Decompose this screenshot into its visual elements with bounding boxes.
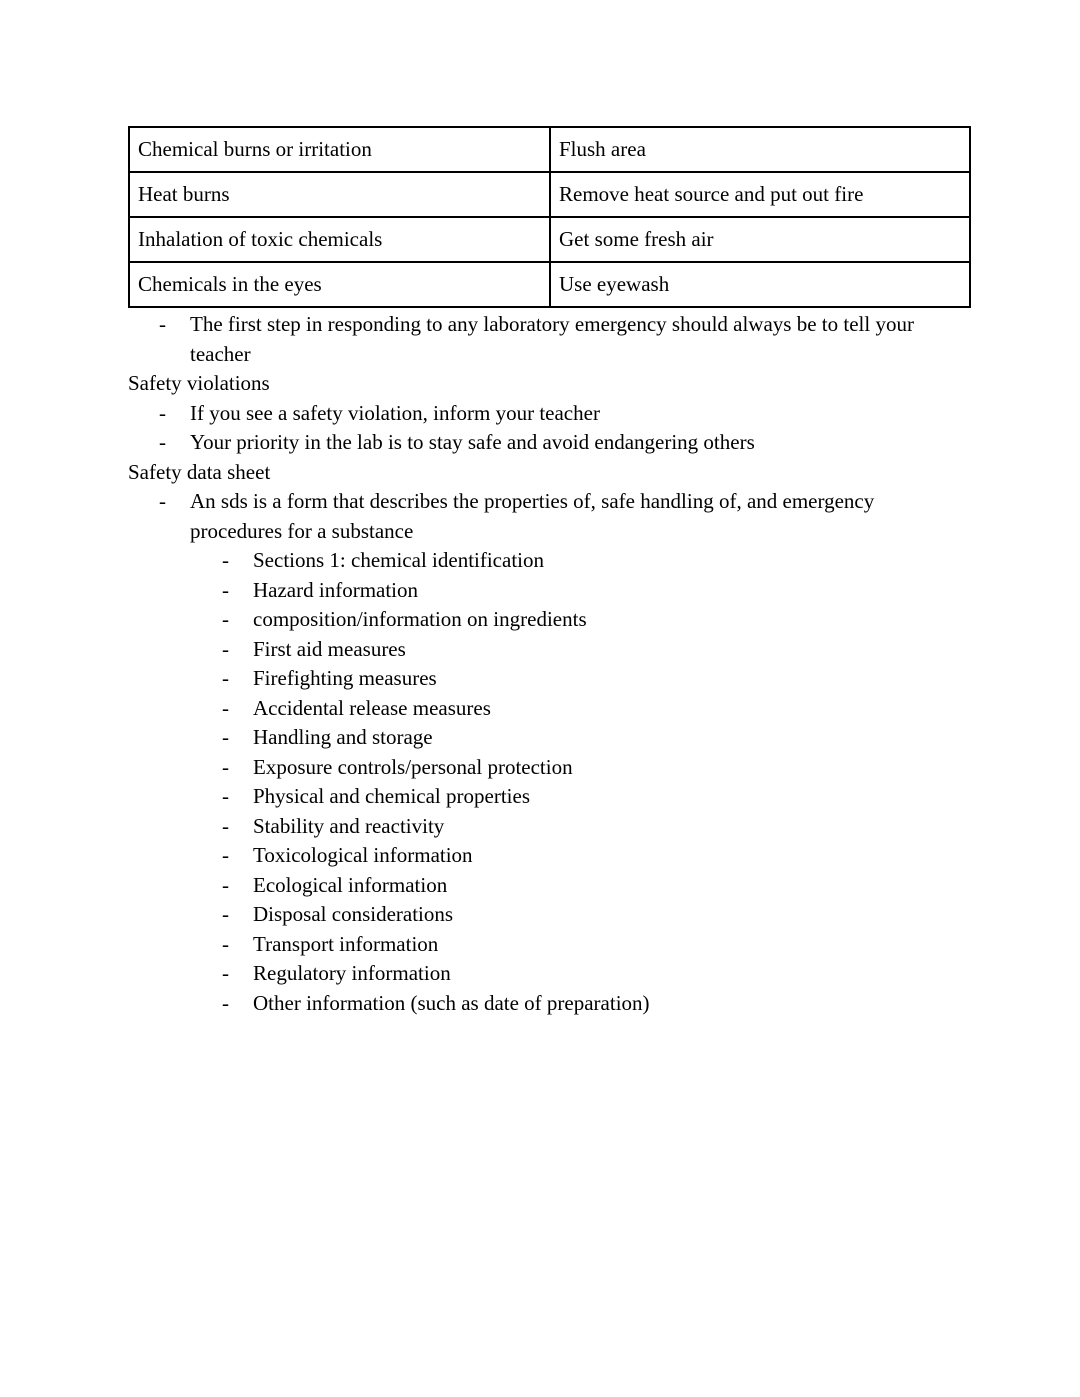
dash-bullet: - (222, 784, 229, 808)
list-item-text: Regulatory information (253, 961, 451, 985)
list-item (128, 753, 953, 783)
dash-bullet: - (222, 636, 229, 661)
list-item-text: First aid measures (253, 636, 406, 661)
dash-bullet: - (222, 990, 229, 1015)
dash-bullet: - (159, 489, 166, 513)
list-item (128, 487, 953, 546)
list-item-text: Other information (such as date of preparation) (253, 990, 650, 1015)
list-item (128, 782, 953, 812)
list-item (128, 310, 953, 369)
dash-bullet: - (222, 607, 229, 631)
dash-bullet: - (222, 695, 229, 720)
list-item (128, 664, 953, 694)
table-row (129, 262, 970, 307)
section-heading: Safety data sheet (128, 459, 271, 484)
list-item (128, 576, 953, 606)
dash-bullet: - (222, 843, 229, 867)
response-cell: Flush area (550, 127, 970, 172)
list-item-text: An sds is a form that describes the properties of, safe handling of, and emergency procedures for a substance (190, 489, 875, 543)
list-item (128, 930, 953, 960)
list-item (128, 635, 953, 665)
list-item (128, 900, 953, 930)
list-item-text: Exposure controls/personal protection (253, 754, 573, 779)
list-item (128, 871, 953, 901)
list-item (128, 399, 953, 429)
list-item-text: Firefighting measures (253, 666, 437, 690)
list-item (128, 605, 953, 635)
list-item-text: Ecological information (253, 872, 448, 897)
list-item-text: Transport information (253, 931, 439, 956)
dash-bullet: - (222, 577, 229, 602)
hazard-cell: Chemical burns or irritation (129, 127, 550, 172)
list-item (128, 694, 953, 724)
hazard-cell: Inhalation of toxic chemicals (129, 217, 550, 262)
list-item-text: Disposal considerations (253, 902, 454, 926)
document-page (128, 126, 953, 1018)
dash-bullet: - (159, 400, 166, 425)
list-item (128, 546, 953, 576)
table-row (129, 127, 970, 172)
dash-bullet: - (159, 312, 166, 336)
list-item (128, 723, 953, 753)
hazard-cell: Chemicals in the eyes (129, 262, 550, 307)
dash-bullet: - (159, 430, 166, 454)
hazard-cell: Heat burns (129, 172, 550, 217)
dash-bullet: - (222, 931, 229, 956)
section-heading: Safety violations (128, 371, 270, 395)
notes-content (128, 310, 953, 1018)
list-item (128, 989, 953, 1019)
response-cell: Use eyewash (550, 262, 970, 307)
table-row (129, 217, 970, 262)
list-item-text: The first step in responding to any laboratory emergency should always be to tell your teacher (190, 312, 914, 366)
list-item (128, 812, 953, 842)
response-cell: Get some fresh air (550, 217, 970, 262)
response-cell: Remove heat source and put out fire (550, 172, 970, 217)
list-item (128, 959, 953, 989)
list-item-text: Handling and storage (253, 725, 433, 749)
dash-bullet: - (222, 754, 229, 779)
dash-bullet: - (222, 902, 229, 926)
dash-bullet: - (222, 725, 229, 749)
dash-bullet: - (222, 813, 229, 838)
dash-bullet: - (222, 961, 229, 985)
list-item-text: Accidental release measures (253, 695, 491, 720)
list-item-text: Stability and reactivity (253, 813, 445, 838)
dash-bullet: - (222, 666, 229, 690)
list-item-text: Hazard information (253, 577, 419, 602)
list-item-text: composition/information on ingredients (253, 607, 587, 631)
dash-bullet: - (222, 548, 229, 572)
list-item-text: Toxicological information (253, 843, 473, 867)
dash-bullet: - (222, 872, 229, 897)
list-item (128, 841, 953, 871)
list-item-text: Physical and chemical properties (253, 784, 530, 808)
table-row (129, 172, 970, 217)
list-item-text: If you see a safety violation, inform your teacher (190, 400, 600, 425)
list-item (128, 428, 953, 458)
list-item-text: Your priority in the lab is to stay safe and avoid endangering others (190, 430, 755, 454)
list-item-text: Sections 1: chemical identification (253, 548, 544, 572)
hazard-response-table (128, 126, 971, 308)
